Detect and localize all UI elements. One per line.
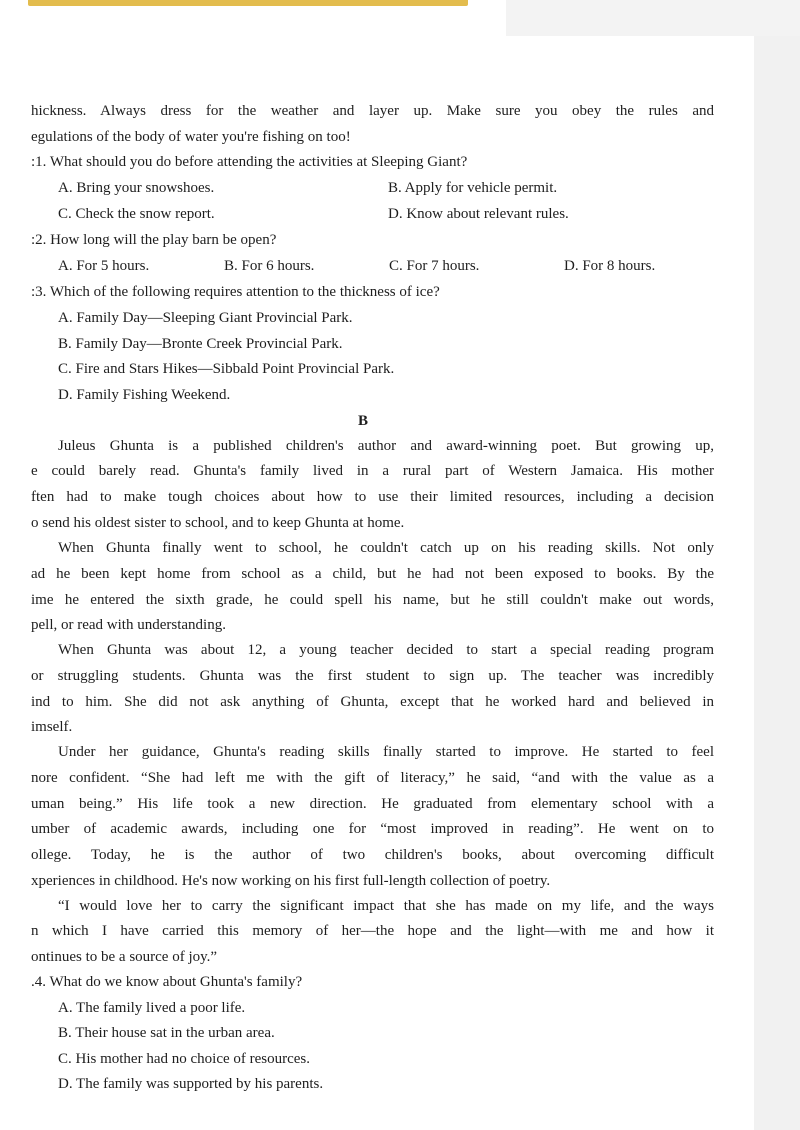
question-stem: :3. Which of the following requires attention to the thickness of ice?	[31, 284, 440, 300]
question-option: A. Bring your snowshoes.	[58, 180, 215, 196]
passage-b-line: Juleus Ghunta is a published children's author and award-winning poet. But growing up,	[58, 438, 714, 454]
question-option: B. Family Day—Bronte Creek Provincial Park.	[58, 336, 343, 352]
passage-b-line: umber of academic awards, including one for “most improved in reading”. He went on to	[31, 821, 714, 837]
passage-b-line: Under her guidance, Ghunta's reading skills finally started to improve. He started to feel	[58, 744, 714, 760]
question-stem: :2. How long will the play barn be open?	[31, 232, 277, 248]
passage-b-line: imself.	[31, 719, 73, 735]
passage-b-line: ind to him. She did not ask anything of Ghunta, except that he worked hard and believed in	[31, 694, 714, 710]
passage-b-line: pell, or read with understanding.	[31, 617, 226, 633]
passage-a-line: hickness. Always dress for the weather and layer up. Make sure you obey the rules and	[31, 103, 714, 119]
passage-b-line: xperiences in childhood. He's now working on his first full-length collection of poetry.	[31, 873, 551, 889]
question-option: D. Family Fishing Weekend.	[58, 387, 231, 403]
question-option: D. For 8 hours.	[564, 258, 656, 274]
question-option: A. For 5 hours.	[58, 258, 150, 274]
question-option: C. His mother had no choice of resources.	[58, 1051, 311, 1067]
passage-b-line: “I would love her to carry the significant impact that she has made on my life, and the ways	[58, 898, 714, 914]
passage-b-line: ontinues to be a source of joy.”	[31, 949, 218, 965]
question-option: B. Their house sat in the urban area.	[58, 1025, 275, 1041]
passage-b-line: uman being.” His life took a new direction. He graduated from elementary school with a	[31, 796, 714, 812]
question-option: C. Check the snow report.	[58, 206, 215, 222]
scan-shade-right	[754, 36, 800, 1130]
question-stem: .4. What do we know about Ghunta's family?	[31, 974, 303, 990]
passage-a-line: egulations of the body of water you're fishing on too!	[31, 129, 351, 145]
question-option: A. The family lived a poor life.	[58, 1000, 246, 1016]
section-heading: B	[357, 413, 368, 429]
passage-b-line: n which I have carried this memory of her—the hope and the light—with me and how it	[31, 923, 714, 939]
passage-b-line: o send his oldest sister to school, and to keep Ghunta at home.	[31, 515, 405, 531]
question-option: B. For 6 hours.	[224, 258, 315, 274]
question-option: D. The family was supported by his parents.	[58, 1076, 324, 1092]
passage-b-line: When Ghunta was about 12, a young teacher decided to start a special reading program	[58, 642, 714, 658]
passage-b-line: ften had to make tough choices about how to use their limited resources, including a decision	[31, 489, 714, 505]
passage-b-line: ad he been kept home from school as a child, but he had not been exposed to books. By the	[31, 566, 714, 582]
option-row	[0, 256, 754, 276]
question-option: C. For 7 hours.	[389, 258, 480, 274]
passage-b-line: e could barely read. Ghunta's family lived in a rural part of Western Jamaica. His mother	[31, 463, 714, 479]
passage-b-line: ime he entered the sixth grade, he could spell his name, but he still couldn't make out words,	[31, 592, 714, 608]
passage-b-line: ollege. Today, he is the author of two children's books, about overcoming difficult	[31, 847, 714, 863]
question-option: C. Fire and Stars Hikes—Sibbald Point Provincial Park.	[58, 361, 395, 377]
question-option: B. Apply for vehicle permit.	[388, 180, 558, 196]
question-option: A. Family Day—Sleeping Giant Provincial Park.	[58, 310, 353, 326]
passage-b-line: or struggling students. Ghunta was the first student to sign up. The teacher was incredibly	[31, 668, 714, 684]
passage-b-line: nore confident. “She had left me with the gift of literacy,” he said, “and with the value as a	[31, 770, 714, 786]
question-stem: :1. What should you do before attending the activities at Sleeping Giant?	[31, 154, 468, 170]
question-option: D. Know about relevant rules.	[388, 206, 569, 222]
passage-b-line: When Ghunta finally went to school, he couldn't catch up on his reading skills. Not only	[58, 540, 714, 556]
